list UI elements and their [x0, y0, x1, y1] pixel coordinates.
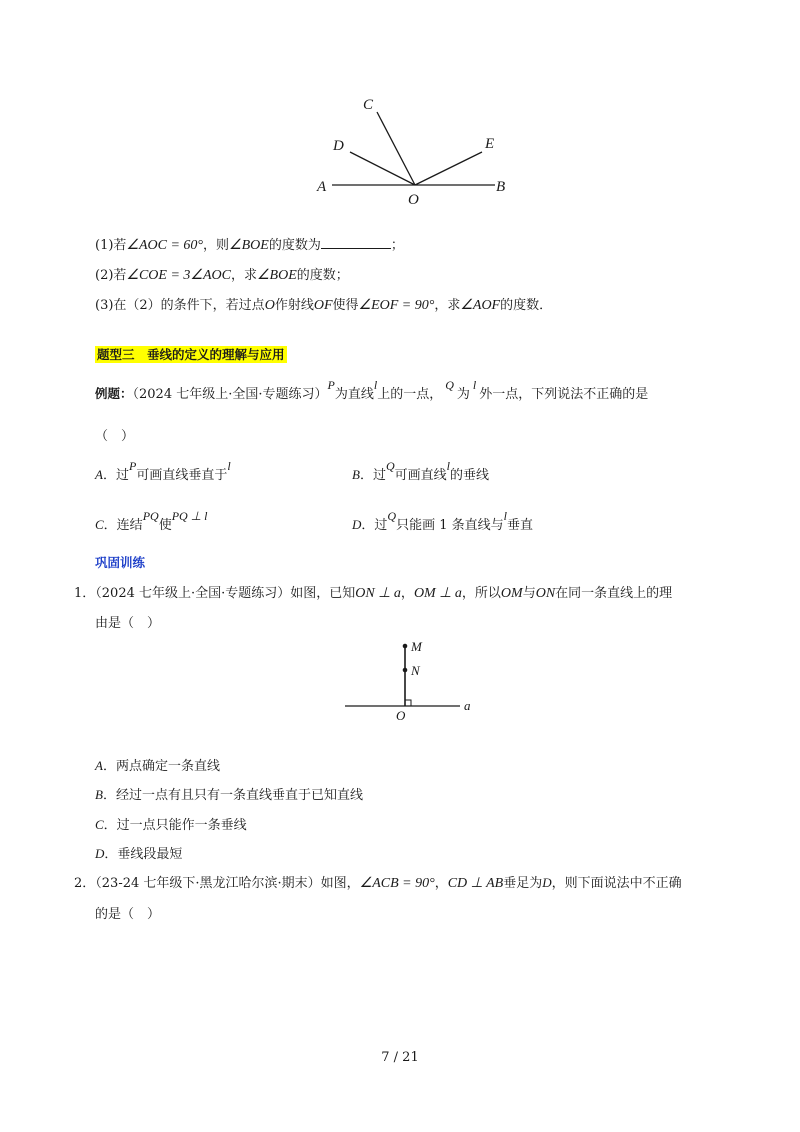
math-var: l	[446, 459, 450, 473]
point-m	[403, 644, 408, 649]
question-1-line2	[95, 612, 160, 631]
ray-oc	[377, 112, 415, 185]
example-paren	[95, 425, 134, 444]
option-letter: B	[95, 787, 103, 802]
text: 上的一点，	[377, 387, 443, 402]
question-number: 1．	[74, 586, 96, 601]
text: 由是（ ）	[95, 616, 161, 631]
math-var: l	[227, 459, 231, 473]
text: ，则	[203, 238, 230, 253]
label-o: O	[396, 708, 406, 723]
label-n: N	[411, 663, 420, 678]
math-condition: CD ⊥ AB	[447, 876, 504, 891]
page-number	[0, 1050, 800, 1065]
math-var: Q	[387, 509, 397, 523]
option-letter: D	[95, 846, 105, 861]
math-var: Q	[385, 459, 395, 473]
q1-option-d	[95, 843, 182, 862]
ray-oe	[415, 152, 482, 185]
text: ．过	[102, 468, 129, 483]
label-o: O	[408, 192, 419, 208]
text: ，求	[434, 298, 461, 313]
text: 可画直线垂直于	[136, 468, 228, 483]
math-condition: ∠AOC = 60°	[126, 238, 204, 253]
q1-option-b	[95, 784, 363, 803]
question-2-line2	[95, 903, 160, 922]
text: ，	[400, 586, 414, 601]
math-condition: OM ⊥ a	[413, 586, 462, 601]
label-c: C	[363, 97, 374, 113]
label-b: B	[496, 179, 506, 195]
source: （2024 七年级上·全国·专题练习）	[132, 387, 328, 402]
math-var: l	[503, 509, 507, 523]
math-angle: ∠AOF	[460, 298, 501, 313]
label-e: E	[485, 136, 495, 152]
text: 的度数；	[296, 268, 349, 283]
text: (3)在（2）的条件下，若过点	[95, 298, 265, 313]
ray-od	[350, 152, 415, 185]
label-a-line: a	[464, 698, 471, 713]
option-c	[95, 509, 208, 533]
text: （23-24 七年级下·黑龙江哈尔滨·期末）如图，	[95, 876, 360, 891]
q1-option-a	[95, 755, 220, 774]
text: ．连结	[103, 518, 143, 533]
option-text: ．过一点只能作一条垂线	[103, 818, 247, 833]
section-heading	[95, 345, 287, 363]
math-var: PQ ⊥ l	[171, 509, 208, 523]
option-letter: C	[95, 817, 104, 832]
question-part-1	[95, 234, 404, 254]
text: 作射线	[274, 298, 314, 313]
text: 可画直线	[394, 468, 447, 483]
math-condition: ∠EOF = 90°	[358, 298, 435, 313]
q1-option-c	[95, 814, 247, 833]
perpendicular-figure	[340, 636, 490, 726]
math-var: l	[472, 378, 477, 392]
text: 的度数．	[500, 298, 553, 313]
text: ；	[390, 238, 404, 253]
question-part-2	[95, 264, 349, 284]
option-a	[95, 459, 231, 483]
text: 的度数为	[268, 238, 321, 253]
text: 的垂线	[450, 468, 490, 483]
question-1	[74, 582, 672, 602]
text: 使	[158, 518, 172, 533]
text: ，所以	[461, 586, 501, 601]
question-2	[74, 872, 682, 892]
text: 的是（ ）	[95, 907, 161, 922]
math-var: l	[373, 378, 378, 392]
option-letter: B	[352, 467, 360, 482]
option-text: ．两点确定一条直线	[102, 759, 220, 774]
text: 外一点，下列说法不正确的是	[479, 387, 649, 402]
option-text: ．经过一点有且只有一条直线垂直于已知直线	[102, 788, 363, 803]
text: 为直线	[334, 387, 374, 402]
math-condition: ∠COE = 3∠AOC	[126, 268, 231, 283]
text: 垂直	[506, 518, 533, 533]
text: （2024 七年级上·全国·专题练习）如图，已知	[95, 586, 356, 601]
text: 与	[522, 586, 536, 601]
math-angle: ∠BOE	[257, 268, 297, 283]
text: 在同一条直线上的理	[555, 586, 673, 601]
answer-blank	[321, 236, 391, 249]
text: 使得	[332, 298, 359, 313]
math-var: P	[327, 378, 335, 392]
label-d: D	[333, 138, 344, 154]
text: ．过	[359, 468, 386, 483]
option-d	[352, 509, 533, 533]
question-number: 2．	[74, 876, 96, 891]
label-m: M	[411, 639, 422, 654]
consolidate-heading	[95, 553, 145, 571]
math-var: D	[542, 875, 552, 890]
text: (2)若	[95, 268, 127, 283]
text: 只能画 1 条直线与	[396, 518, 504, 533]
text: (1)若	[95, 238, 127, 253]
text: （ ）	[95, 429, 135, 444]
text: 垂足为	[503, 876, 543, 891]
option-b	[352, 459, 490, 483]
angle-figure	[310, 90, 520, 210]
example-question	[95, 378, 649, 402]
text: ，求	[230, 268, 257, 283]
option-letter: D	[352, 517, 362, 532]
math-ray: OF	[313, 298, 333, 313]
question-part-3	[95, 294, 552, 314]
math-var: Q	[445, 378, 454, 392]
math-angle: ∠BOE	[229, 238, 269, 253]
math-var: ON	[535, 586, 556, 601]
label-a: A	[317, 179, 327, 195]
math-var: OM	[500, 586, 523, 601]
text: ，则下面说法中不正确	[551, 876, 682, 891]
right-angle-mark	[405, 700, 411, 706]
section-title: 题型三 垂线的定义的理解与应用	[97, 347, 285, 362]
example-label: 例题：	[95, 386, 133, 401]
text: ，	[434, 876, 448, 891]
option-letter: A	[95, 467, 103, 482]
math-condition: ∠ACB = 90°	[359, 876, 435, 891]
text: ．过	[361, 518, 388, 533]
point-n	[403, 668, 408, 673]
page-number-text: 7 / 21	[381, 1050, 419, 1065]
text: 为	[456, 387, 470, 402]
math-condition: ON ⊥ a	[355, 586, 401, 601]
consolidate-title: 巩固训练	[95, 555, 146, 570]
option-text: ．垂线段最短	[104, 847, 183, 862]
math-var: PQ	[142, 509, 159, 523]
option-letter: C	[95, 517, 104, 532]
option-letter: A	[95, 758, 103, 773]
math-var: P	[128, 459, 137, 473]
math-point: O	[264, 298, 275, 313]
